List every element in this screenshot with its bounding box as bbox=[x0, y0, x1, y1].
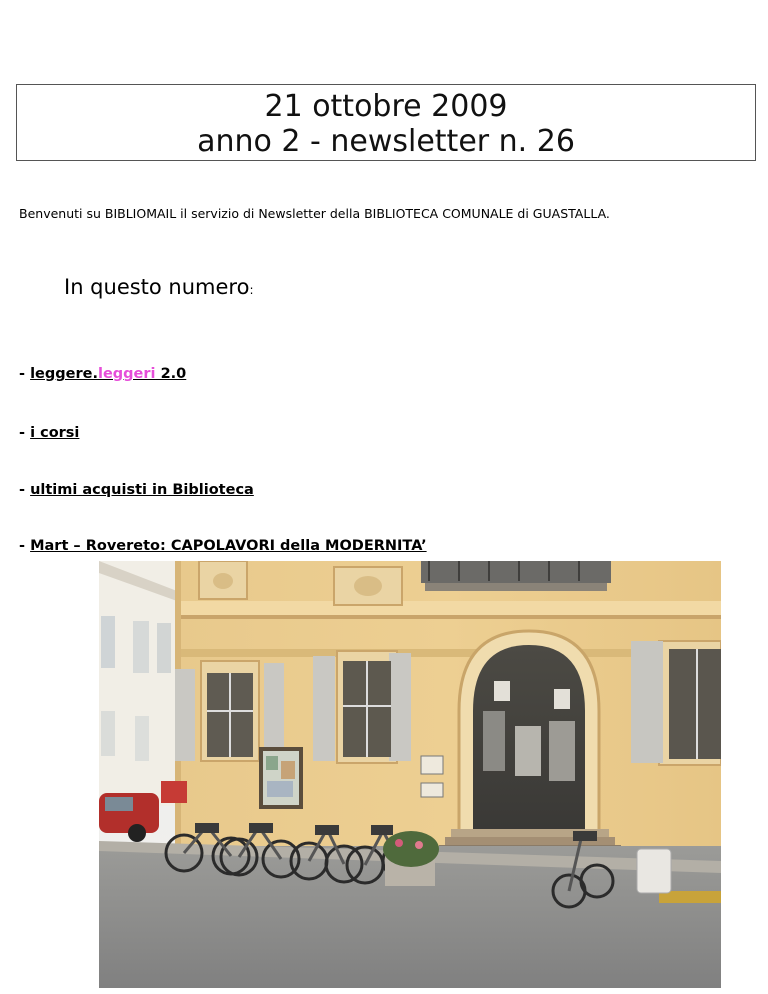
toc-item-mart bbox=[19, 538, 427, 554]
toc-link-mart[interactable]: Mart – Rovereto: CAPOLAVORI della MODERNITA’ bbox=[30, 538, 427, 554]
toc-link-leggere-leggeri[interactable] bbox=[30, 366, 186, 382]
toc-link-part-pink: leggeri bbox=[97, 366, 156, 382]
newsletter-date: 21 ottobre 2009 bbox=[264, 89, 508, 124]
toc-dash: - bbox=[19, 538, 31, 554]
toc-item-corsi bbox=[19, 425, 79, 441]
toc-link-acquisti[interactable]: ultimi acquisti in Biblioteca bbox=[30, 482, 254, 498]
toc-link-part: leggere. bbox=[30, 366, 98, 382]
section-heading-text: In questo numero bbox=[64, 275, 250, 299]
toc-item-acquisti bbox=[19, 482, 254, 498]
toc-link-corsi[interactable]: i corsi bbox=[30, 425, 80, 441]
section-heading-colon: : bbox=[249, 283, 254, 297]
toc-dash: - bbox=[19, 425, 31, 441]
newsletter-issue: anno 2 - newsletter n. 26 bbox=[197, 124, 575, 159]
toc-item-leggere-leggeri bbox=[19, 366, 186, 382]
section-heading bbox=[64, 275, 254, 299]
toc-dash: - bbox=[19, 482, 31, 498]
intro-text: Benvenuti su BIBLIOMAIL il servizio di Newsletter della BIBLIOTECA COMUNALE di GUASTALLA. bbox=[19, 206, 610, 221]
library-building-photo bbox=[99, 561, 721, 988]
toc-link-part: 2.0 bbox=[155, 366, 187, 382]
newsletter-title-box bbox=[16, 84, 756, 161]
toc-dash: - bbox=[19, 366, 31, 382]
